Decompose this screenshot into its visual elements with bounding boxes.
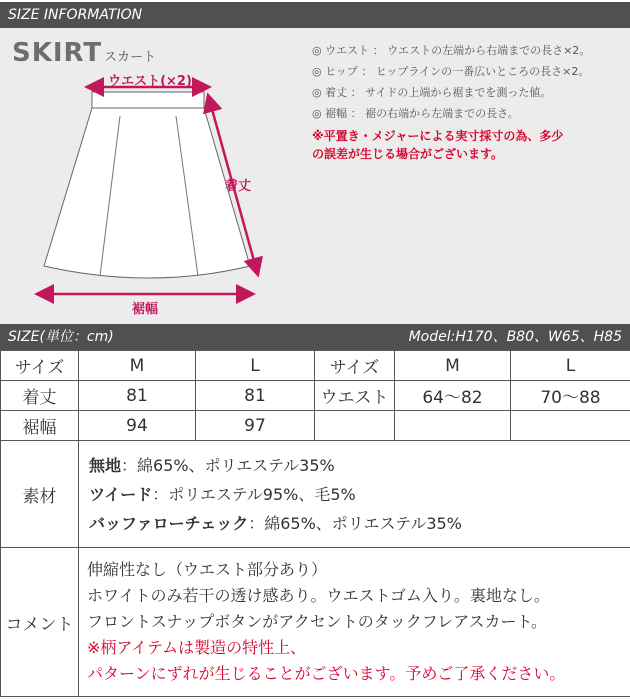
comment-warning: ※柄アイテムは製造の特性上、 — [87, 638, 307, 657]
header-size: サイズ — [1, 351, 79, 381]
size-unit-bar — [0, 324, 630, 350]
comment-warning: パターンにずれが生じることがございます。予めご了承ください。 — [87, 664, 566, 683]
note-waist: ◎ ウエスト ： ウエストの左端から右端までの長さ×2。 — [312, 44, 591, 57]
length-label: 着丈 — [224, 179, 252, 194]
table-row — [1, 381, 630, 411]
material-name: ツイード — [89, 484, 153, 504]
waistband-shape — [92, 92, 204, 108]
material-label: 素材 — [1, 441, 79, 548]
table-row — [1, 411, 630, 441]
material-name: バッファローチェック — [89, 513, 249, 533]
row-hem-m: 94 — [79, 411, 196, 441]
waist-label: ウエスト(×2) — [108, 74, 192, 89]
header-l: L — [196, 351, 315, 381]
material-cell — [79, 441, 630, 548]
table-row — [1, 351, 630, 381]
skirt-title-jp: スカート — [104, 50, 157, 65]
material-value: ：綿65%、ポリエステル35% — [121, 455, 335, 475]
row-waist-label: ウエスト — [315, 381, 395, 411]
measurement-notes — [312, 40, 628, 163]
material-name: 無地 — [89, 455, 122, 475]
skirt-illustration — [0, 28, 300, 324]
row-waist-m: 64〜82 — [395, 381, 511, 411]
model-info: Model:H170、B80、W65、H85 — [408, 329, 622, 345]
size-information-header — [0, 2, 630, 28]
row-hem-label: 裾幅 — [1, 411, 79, 441]
comment-cell — [79, 548, 630, 697]
header-m-2: M — [395, 351, 511, 381]
comment-row — [1, 548, 630, 697]
measurement-warning-1: ※平置き・メジャーによる実寸採寸の為、多少 — [312, 129, 564, 143]
comment-line: ホワイトのみ若干の透け感あり。ウエストゴム入り。裏地なし。 — [87, 586, 550, 605]
comment-label: コメント — [1, 548, 79, 697]
row-length-m: 81 — [79, 381, 196, 411]
size-unit-label: SIZE(単位：cm) — [8, 329, 114, 345]
row-waist-l: 70〜88 — [511, 381, 630, 411]
hem-label: 裾幅 — [131, 302, 159, 317]
header-size-2: サイズ — [315, 351, 395, 381]
skirt-title: SKIRT — [12, 38, 103, 68]
material-line — [89, 480, 620, 509]
material-value: ：綿65%、ポリエステル35% — [248, 513, 462, 533]
row-length-label: 着丈 — [1, 381, 79, 411]
header-l-2: L — [511, 351, 630, 381]
material-line — [89, 509, 620, 538]
note-length: ◎ 着丈 ： サイドの上端から裾までを測った値。 — [312, 86, 552, 99]
material-line — [89, 451, 620, 480]
empty-cell — [315, 411, 395, 441]
comment-line: 伸縮性なし（ウエスト部分あり） — [87, 560, 328, 579]
comment-line: フロントスナップボタンがアクセントのタックフレアスカート。 — [87, 612, 548, 631]
note-hip: ◎ ヒップ ： ヒップラインの一番広いところの長さ×2。 — [312, 65, 590, 78]
empty-cell — [511, 411, 630, 441]
empty-cell — [395, 411, 511, 441]
row-length-l: 81 — [196, 381, 315, 411]
size-table — [0, 350, 630, 697]
material-value: ：ポリエステル95%、毛5% — [152, 484, 356, 504]
skirt-diagram-panel — [0, 28, 630, 324]
note-hem: ◎ 裾幅 ： 裾の右端から左端までの長さ。 — [312, 107, 519, 120]
header-title: SIZE INFORMATION — [8, 7, 143, 23]
header-m: M — [79, 351, 196, 381]
row-hem-l: 97 — [196, 411, 315, 441]
measurement-warning-2: の誤差が生じる場合がございます。 — [312, 147, 504, 161]
material-row — [1, 441, 630, 548]
